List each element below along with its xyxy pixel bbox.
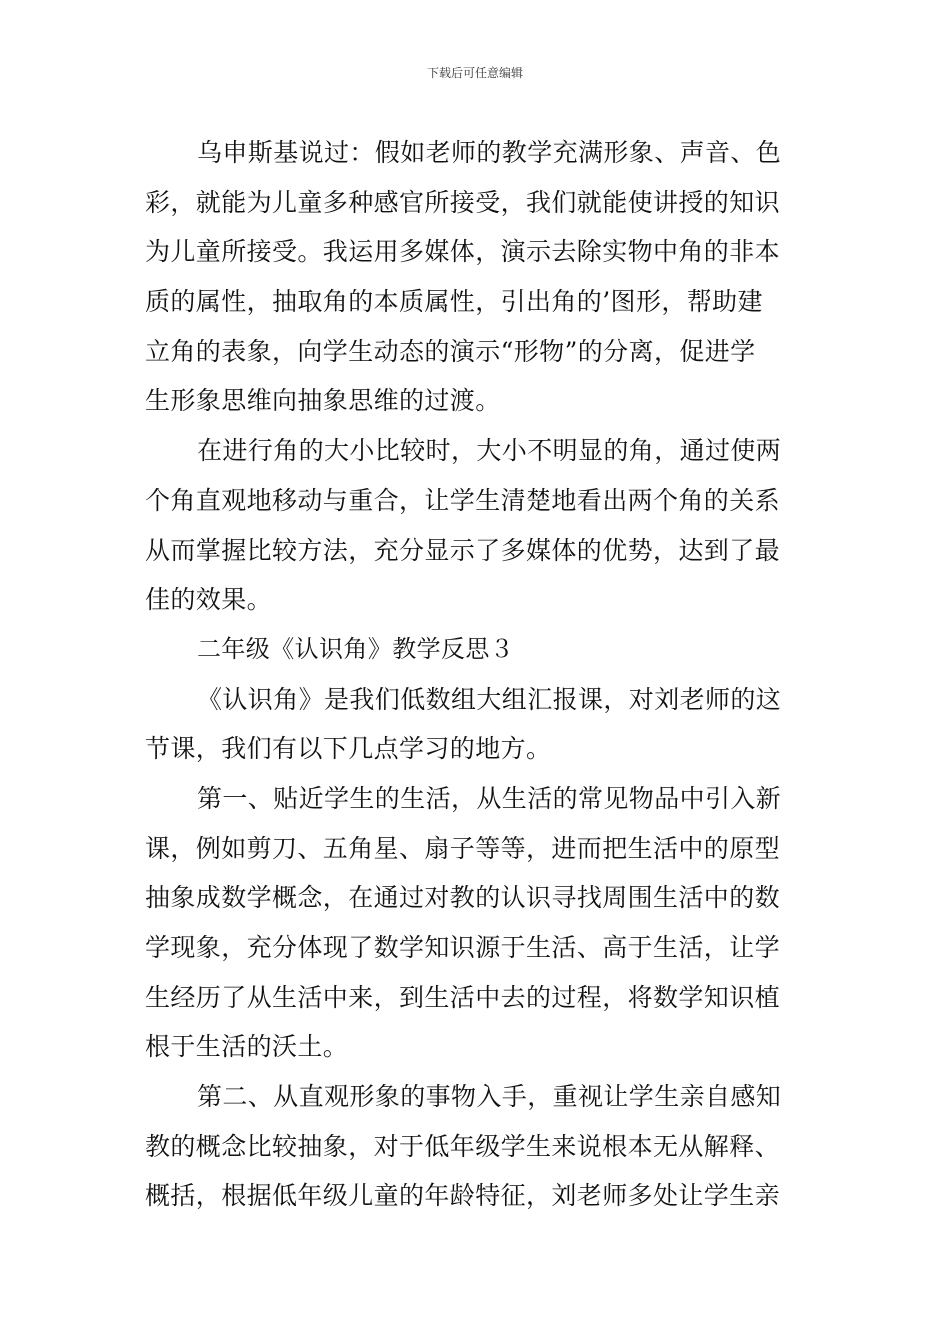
paragraph-line: 课，例如剪刀、五角星、扇子等等，进而把生活中的原型 xyxy=(145,833,781,863)
paragraph-line: 《认识角》是我们低数组大组汇报课，对刘老师的这 xyxy=(197,684,782,714)
paragraph-line: 佳的效果。 xyxy=(145,585,273,615)
document-body xyxy=(145,128,808,1221)
paragraph-line: 根于生活的沃土。 xyxy=(145,1032,349,1062)
paragraph-line: 概括，根据低年级儿童的年龄特征，刘老师多处让学生亲 xyxy=(145,1181,781,1211)
paragraph-line: 第二、从直观形象的事物入手，重视让学生亲自感知 xyxy=(197,1082,782,1112)
paragraph-line: 为儿童所接受。我运用多媒体，演示去除实物中角的非本 xyxy=(145,237,781,267)
paragraph-line: 乌申斯基说过：假如老师的教学充满形象、声音、色 xyxy=(197,138,782,167)
paragraph-line: 立角的表象，向学生动态的演示“形物”的分离，促进学 xyxy=(145,336,756,366)
paragraph-line: 教的概念比较抽象，对于低年级学生来说根本无从解释、 xyxy=(145,1131,781,1161)
paragraph-line: 从而掌握比较方法，充分显示了多媒体的优势，达到了最 xyxy=(145,535,781,565)
paragraph-line: 生经历了从生活中来，到生活中去的过程，将数学知识植 xyxy=(145,982,781,1012)
paragraph-line: 第一、贴近学生的生活，从生活的常见物品中引入新 xyxy=(197,783,782,813)
paragraph-line: 节课，我们有以下几点学习的地方。 xyxy=(145,734,552,764)
paragraph-line: 个角直观地移动与重合，让学生清楚地看出两个角的关系 xyxy=(145,485,781,515)
paragraph-line: 学现象，充分体现了数学知识源于生活、高于生活，让学 xyxy=(145,933,781,962)
page-header-note: 下载后可任意编辑 xyxy=(426,66,523,80)
paragraph-line: 质的属性，抽取角的本质属性，引出角的’图形，帮助建 xyxy=(145,287,763,317)
paragraph-line: 在进行角的大小比较时，大小不明显的角，通过使两 xyxy=(197,436,782,466)
paragraph-line: 彩，就能为儿童多种感官所接受，我们就能使讲授的知识 xyxy=(145,187,781,217)
paragraph-line: 生形象思维向抽象思维的过渡。 xyxy=(145,386,501,416)
section-heading: 二年级《认识角》教学反思３ xyxy=(197,634,515,663)
paragraph-line: 抽象成数学概念，在通过对教的认识寻找周围生活中的数 xyxy=(145,883,781,913)
